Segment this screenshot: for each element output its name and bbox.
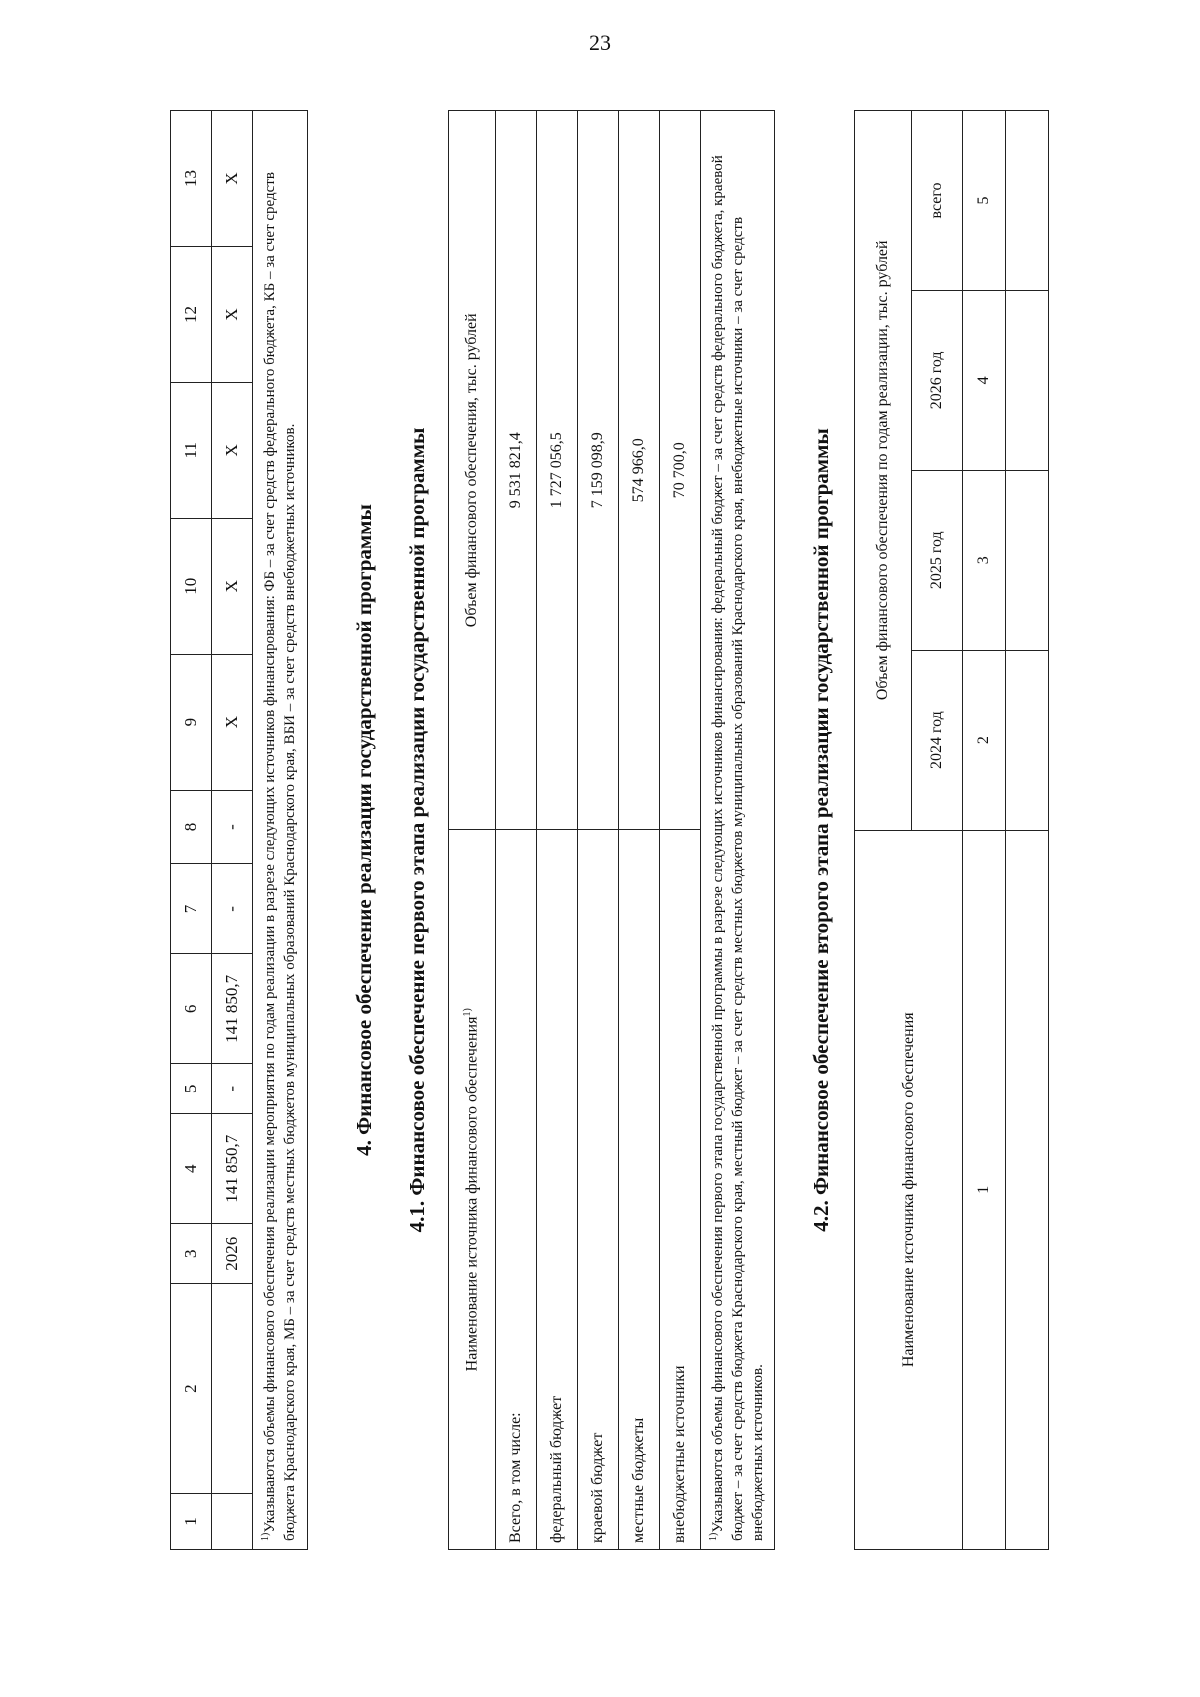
table-cell: - — [212, 864, 253, 954]
footnote-mark: 1) — [260, 1532, 271, 1541]
col-number: 3 — [963, 470, 1006, 650]
table-cell — [1006, 290, 1049, 470]
col-number: 11 — [171, 382, 212, 518]
first-stage-header — [448, 111, 495, 1550]
col-number: 4 — [171, 1114, 212, 1224]
source-name: внебюджетные источники — [659, 830, 700, 1550]
second-stage-col-numbers — [963, 111, 1006, 1550]
table-row — [495, 111, 536, 1550]
table-row — [1006, 111, 1049, 1550]
header-volume: Объем финансового обеспечения, тыс. рублей — [448, 111, 495, 831]
col-number: 7 — [171, 864, 212, 954]
col-number: 4 — [963, 290, 1006, 470]
top-table-row — [212, 111, 253, 1550]
table-cell — [1006, 470, 1049, 650]
table-cell: Х — [212, 654, 253, 790]
header-mark: 1) — [461, 1008, 473, 1017]
col-number: 5 — [171, 1064, 212, 1114]
table-cell: 141 850,7 — [212, 954, 253, 1064]
footnote — [700, 111, 775, 1550]
page-number: 23 — [589, 30, 611, 55]
table-row — [536, 111, 577, 1550]
first-stage-table — [448, 110, 776, 1550]
footnote-mark: 1) — [707, 1532, 719, 1541]
table-row — [618, 111, 659, 1550]
source-value: 9 531 821,4 — [495, 111, 536, 831]
top-table — [170, 110, 308, 1550]
source-value: 1 727 056,5 — [536, 111, 577, 831]
second-stage-header — [855, 111, 912, 1550]
table-cell — [212, 1284, 253, 1494]
footnote-text: Указываются объемы финансового обеспечения реализации мероприятия по годам реализации в разрезе следующих источников финансирования: ФБ – за счет средств федерального бюджета, КБ – за счет средств бюджета Краснодарского края, МБ – за счет средств местных бюджетов муниципальных образований Краснодарского края, ВБИ – за счет средств внебюджетных источников. — [262, 172, 299, 1541]
section-4-title: 4. Финансовое обеспечение реализации государственной программы — [351, 504, 376, 1156]
section-4-1-title: 4.1. Финансовое обеспечение первого этапа реализации государственной программы — [404, 427, 429, 1233]
year-header: 2025 год — [912, 470, 963, 650]
col-number: 12 — [171, 246, 212, 382]
col-number: 3 — [171, 1224, 212, 1284]
table-cell: - — [212, 790, 253, 864]
source-name: Всего, в том числе: — [495, 830, 536, 1550]
col-number: 13 — [171, 111, 212, 247]
table-cell — [1006, 111, 1049, 291]
table-cell: - — [212, 1064, 253, 1114]
source-name: краевой бюджет — [577, 830, 618, 1550]
top-table-footnote-row — [253, 111, 308, 1550]
header-source-name: Наименование источника финансового обеспечения — [855, 830, 963, 1549]
section-4-2-title: 4.2. Финансовое обеспечение второго этапа реализации государственной программы — [809, 428, 834, 1232]
table-cell: Х — [212, 518, 253, 654]
col-number: 1 — [963, 830, 1006, 1549]
table-cell: 2026 — [212, 1224, 253, 1284]
col-number: 10 — [171, 518, 212, 654]
col-number: 5 — [963, 111, 1006, 291]
source-value: 7 159 098,9 — [577, 111, 618, 831]
header-source-name: Наименование источника финансового обеспечения$^{1)}$ — [448, 830, 495, 1550]
footnote-text: Указываются объемы финансового обеспечения первого этапа государственной программы в разрезе следующих источников финансирования: федеральный бюджет – за счет средств федерального бюджета, краевой бюджет – за счет средств бюджета Краснодарского края, местный бюджет – за счет средств местных бюджетов муниципальных образований Краснодарского края, внебюджетные источники – за счет средств внебюджетных источников. — [709, 155, 766, 1541]
header-volume: Объем финансового обеспечения по годам реализации, тыс. рублей — [855, 111, 912, 831]
table-cell — [1006, 830, 1049, 1549]
col-number: 8 — [171, 790, 212, 864]
table-row — [577, 111, 618, 1550]
table-cell: 141 850,7 — [212, 1114, 253, 1224]
source-name: федеральный бюджет — [536, 830, 577, 1550]
rotated-page-content — [170, 110, 1130, 1550]
year-header: 2024 год — [912, 650, 963, 830]
col-number: 2 — [963, 650, 1006, 830]
source-value: 574 966,0 — [618, 111, 659, 831]
year-header: 2026 год — [912, 290, 963, 470]
top-table-col-numbers — [171, 111, 212, 1550]
col-number: 2 — [171, 1284, 212, 1494]
source-value: 70 700,0 — [659, 111, 700, 831]
table-cell — [1006, 650, 1049, 830]
table-cell: Х — [212, 382, 253, 518]
footnote — [253, 111, 308, 1550]
col-number: 6 — [171, 954, 212, 1064]
table-cell: Х — [212, 111, 253, 247]
col-number: 1 — [171, 1494, 212, 1550]
col-number: 9 — [171, 654, 212, 790]
table-cell: Х — [212, 246, 253, 382]
first-stage-footnote-row — [700, 111, 775, 1550]
table-row — [659, 111, 700, 1550]
source-name: местные бюджеты — [618, 830, 659, 1550]
second-stage-table — [854, 110, 1049, 1550]
table-cell — [212, 1494, 253, 1550]
total-header: всего — [912, 111, 963, 291]
